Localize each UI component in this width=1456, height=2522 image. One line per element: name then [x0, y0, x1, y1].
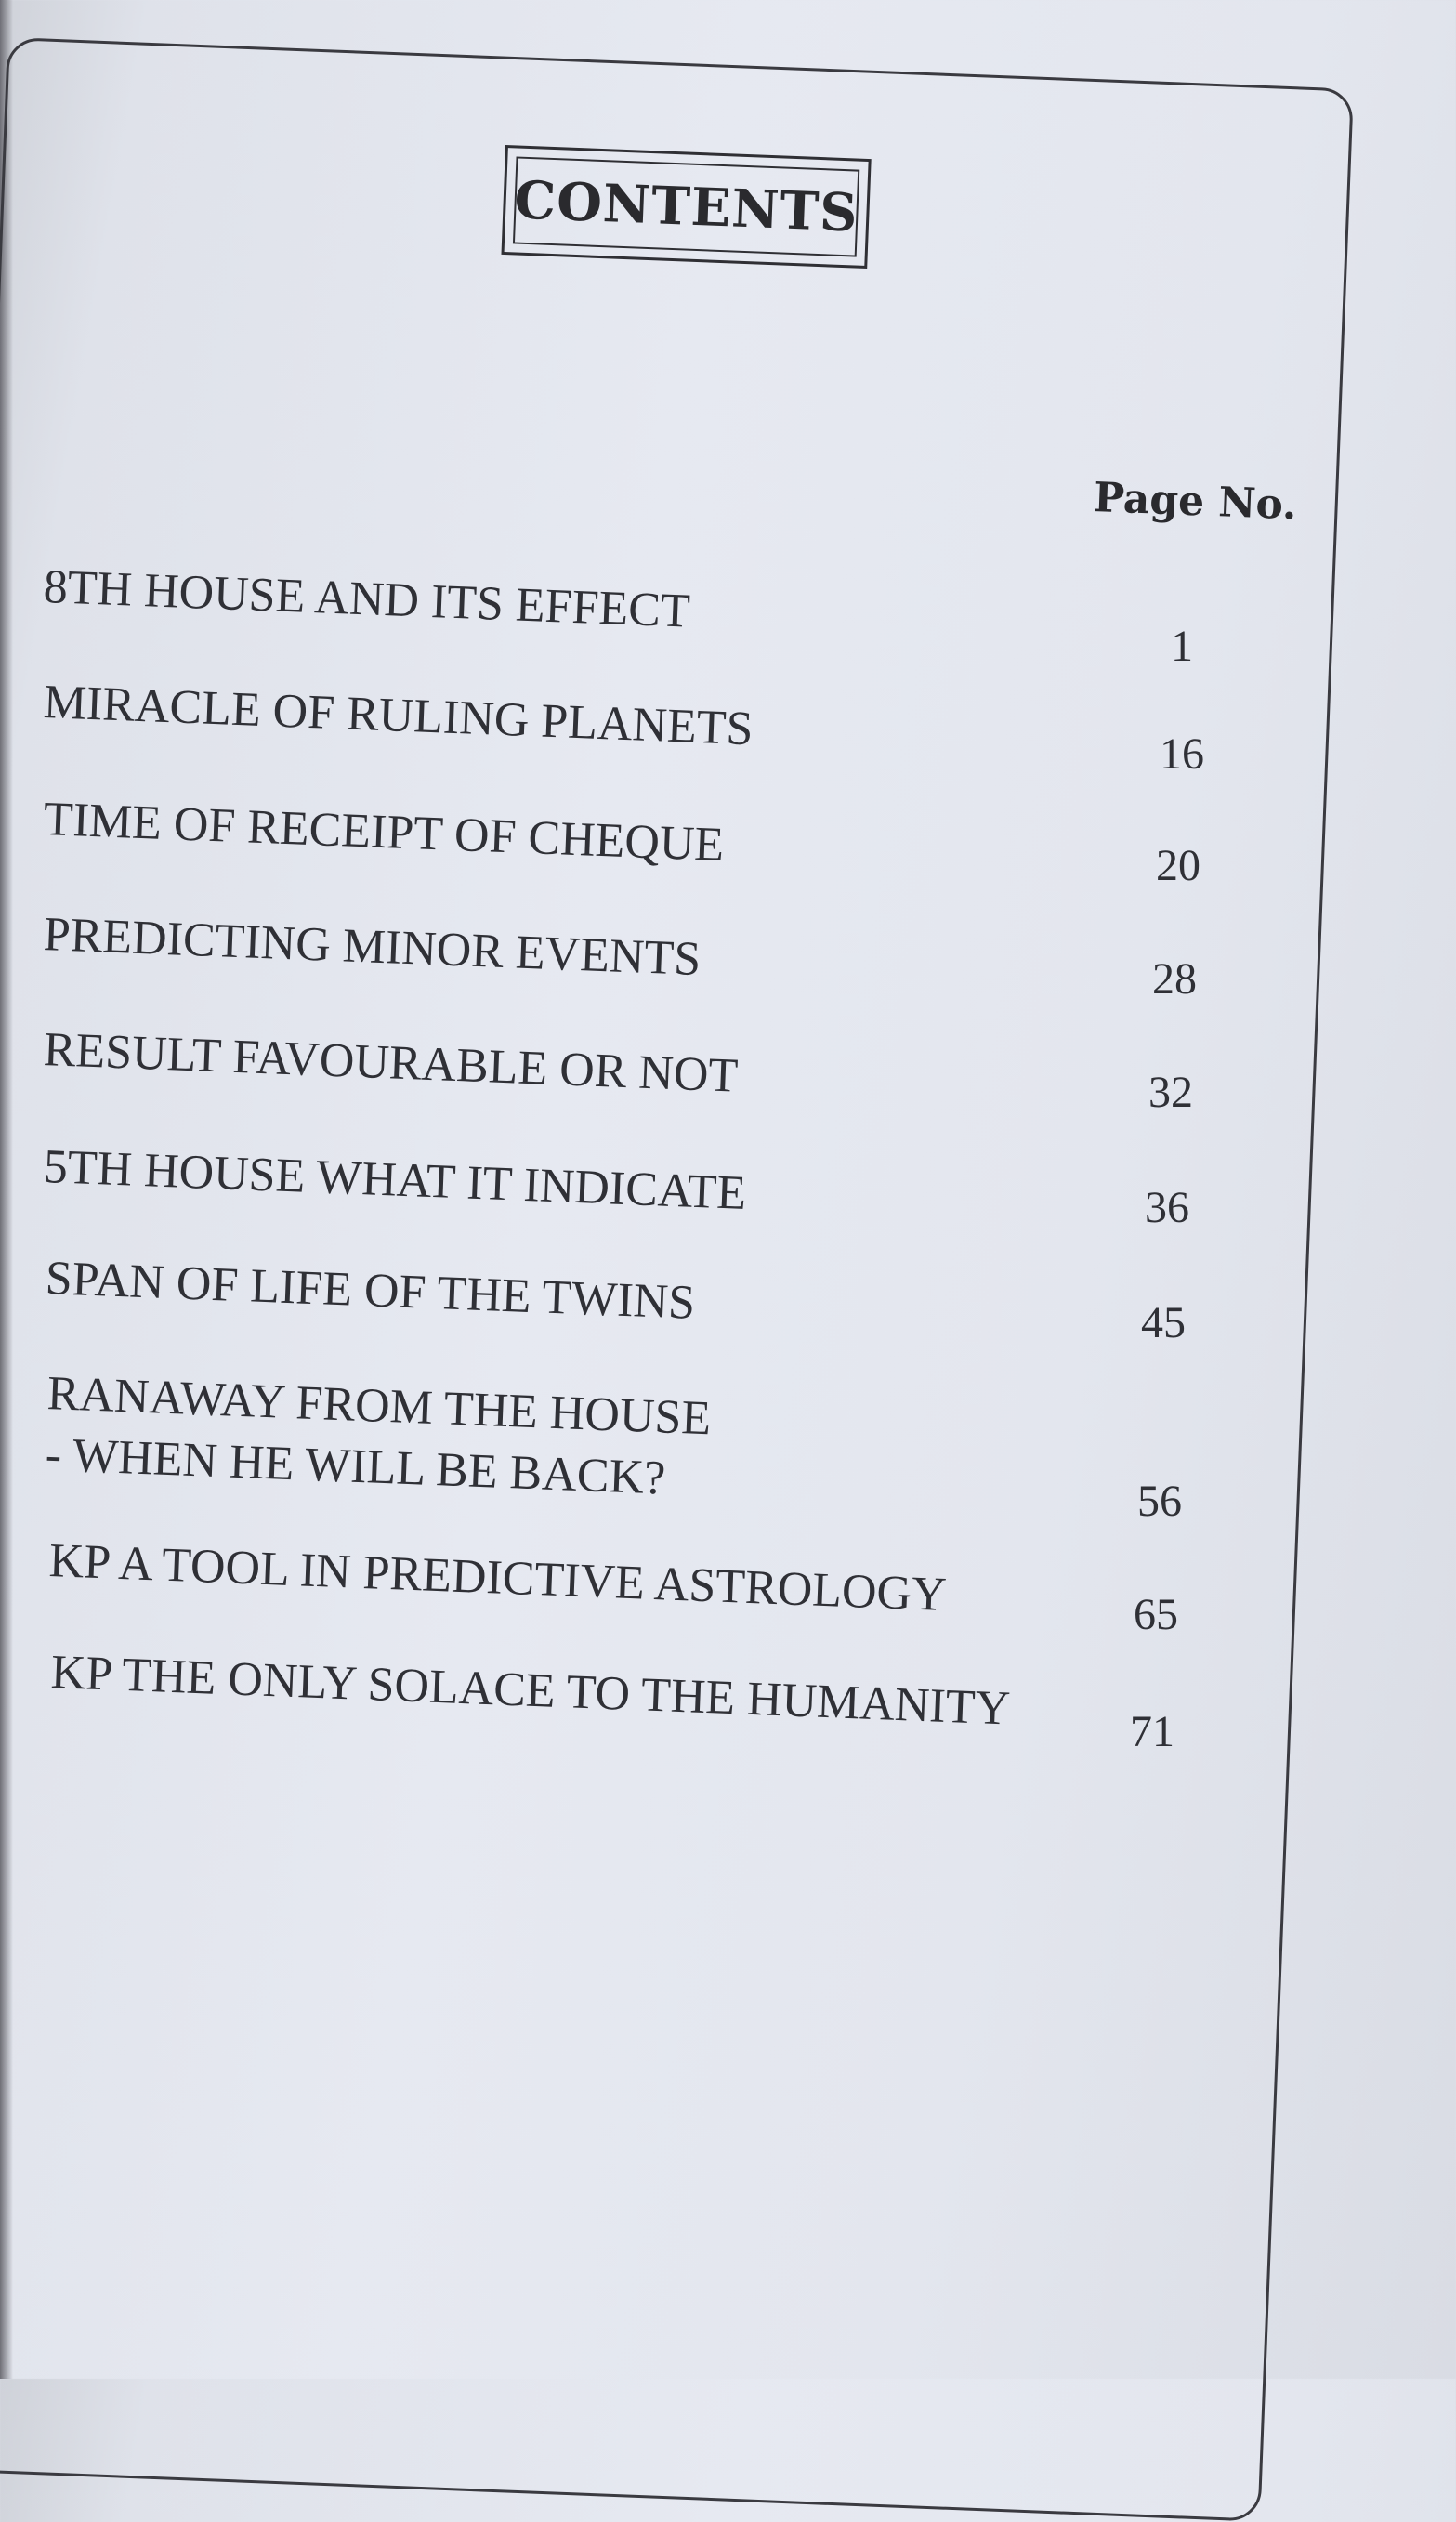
toc-entry-page: 36: [1145, 1183, 1189, 1232]
contents-heading-box: [501, 145, 871, 269]
toc-entry-page: 28: [1152, 954, 1197, 1004]
toc-entry-title-continued: - WHEN HE WILL BE BACK?: [44, 1427, 667, 1505]
toc-entry-title: RESULT FAVOURABLE OR NOT: [42, 1022, 740, 1103]
toc-entry-page: 56: [1137, 1477, 1182, 1526]
toc-entry-title: TIME OF RECEIPT OF CHEQUE: [42, 792, 726, 873]
toc-entry-title: 5TH HOUSE WHAT IT INDICATE: [42, 1139, 748, 1221]
toc-entry-title: KP THE ONLY SOLACE TO THE HUMANITY: [49, 1645, 1012, 1736]
contents-heading: CONTENTS: [513, 169, 859, 244]
toc-entry-page: 1: [1171, 622, 1193, 671]
contents-heading-inner-frame: [513, 156, 859, 256]
toc-entry-title: SPAN OF LIFE OF THE TWINS: [44, 1251, 697, 1330]
toc-entry-page: 32: [1148, 1068, 1193, 1117]
toc-entry-page: 71: [1130, 1707, 1174, 1756]
toc-entry-title: KP A TOOL IN PREDICTIVE ASTROLOGY: [47, 1533, 948, 1622]
toc-entry-title: RANAWAY FROM THE HOUSE: [46, 1366, 713, 1446]
toc-entry-title: 8TH HOUSE AND ITS EFFECT: [42, 559, 691, 638]
toc-entry-page: 65: [1134, 1590, 1178, 1639]
toc-entry-title: MIRACLE OF RULING PLANETS: [42, 675, 754, 756]
toc-entry-page: 20: [1156, 841, 1200, 890]
page-number-column-header: Page No.: [1093, 474, 1298, 530]
toc-entry-title: PREDICTING MINOR EVENTS: [42, 907, 702, 987]
toc-entry-page: 16: [1160, 729, 1204, 779]
toc-entry-page: 45: [1141, 1298, 1186, 1347]
